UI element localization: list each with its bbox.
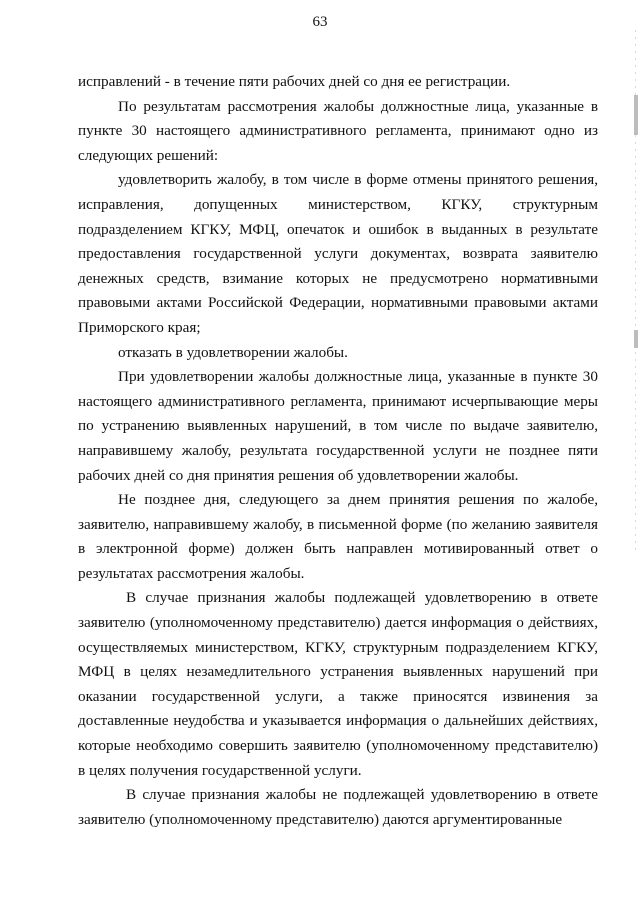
paragraph-reasoned-response: Не позднее дня, следующего за днем принятия решения по жалобе, заявителю, направившему жалобу, в письменной форме (по желанию заявителя в электронной форме) должен быть направлен мотивированный ответ о результатах рассмотрения жалобы. — [78, 491, 598, 582]
scan-mark-artifact — [634, 330, 638, 348]
paragraph-complaint-rejected: В случае признания жалобы не подлежащей удовлетворению в ответе заявителю (уполномоченному представителю) даются аргументированные — [78, 786, 598, 828]
paragraph-complaint-upheld: В случае признания жалобы подлежащей удовлетворению в ответе заявителю (уполномоченному представителю) дается информация о действиях, осуществляемых министерством, КГКУ, структурным подразделением КГКУ, МФЦ в целях незамедлительного устранения выявленных нарушений при оказании государственной услуги, а также приносятся извинения за доставленные неудобства и указывается информация о дальнейших действиях, которые необходимо совершить заявителю (уполномоченному представителю) в целях получения государственной услуги. — [78, 589, 598, 779]
paragraph-continuation: исправлений - в течение пяти рабочих дней со дня ее регистрации. — [78, 73, 511, 90]
paragraph-satisfy-complaint: удовлетворить жалобу, в том числе в форме отмены принятого решения, исправления, допущенных министерством, КГКУ, структурным подразделением КГКУ, МФЦ, опечаток и ошибок в выданных в результате предоставления государственной услуги документах, возврата заявителю денежных средств, взимание которых не предусмотрено нормативными правовыми актами Российской Федерации, нормативными правовыми актами Приморского края; — [78, 171, 598, 336]
document-body — [78, 70, 598, 832]
page-number: 63 — [312, 14, 328, 30]
paragraph-decision-options: По результатам рассмотрения жалобы должностные лица, указанные в пункте 30 настоящего административного регламента, принимают одно из следующих решений: — [78, 97, 598, 164]
paragraph-refuse-complaint: отказать в удовлетворении жалобы. — [118, 343, 348, 361]
scan-mark-artifact — [634, 95, 638, 135]
paragraph-satisfaction-measures: При удовлетворении жалобы должностные лица, указанные в пункте 30 настоящего административного регламента, принимают исчерпывающие меры по устранению выявленных нарушений, в том числе по выдаче заявителю, направившему жалобу, результата государственной услуги не позднее пяти рабочих дней со дня принятия решения об удовлетворении жалобы. — [78, 368, 598, 484]
